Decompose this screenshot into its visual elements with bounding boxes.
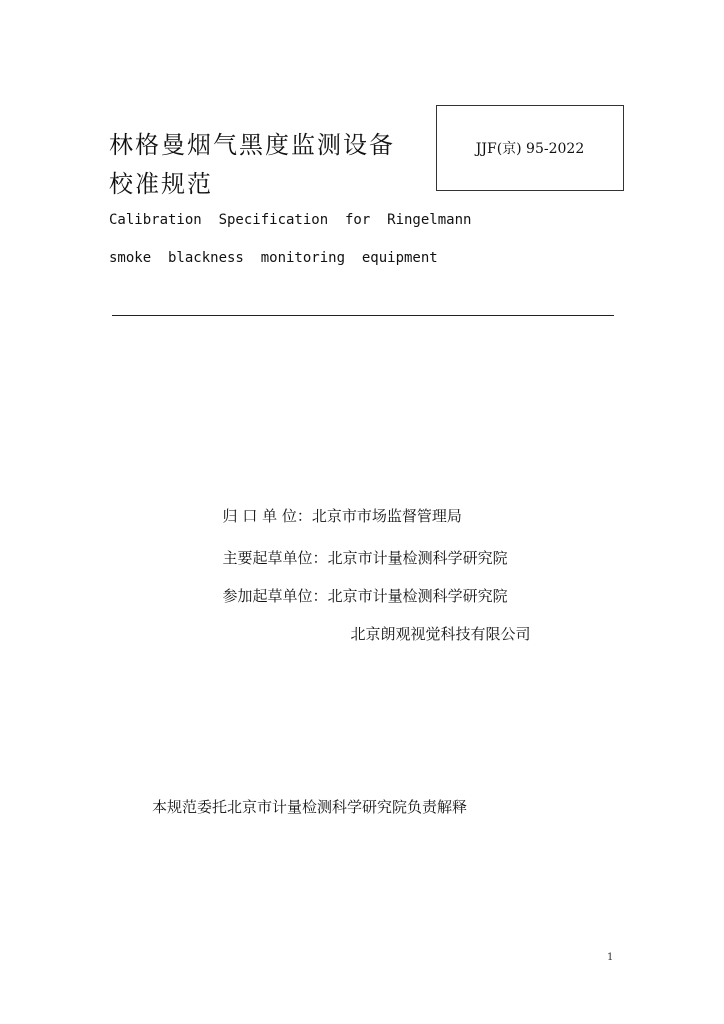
participating-drafter-value-2: 北京朗观视觉科技有限公司	[350, 625, 531, 643]
english-title-line-1: Calibration Specification for Ringelmann	[109, 212, 472, 228]
title-line-1: 林格曼烟气黑度监测设备	[109, 131, 395, 159]
participating-drafter-row-2	[341, 605, 531, 644]
specification-code: JJF(京) 95-2022	[475, 141, 585, 157]
centralized-unit-row	[213, 487, 462, 526]
participating-drafter-value-1: 北京市计量检测科学研究院	[327, 587, 508, 605]
centralized-unit-label: 归 口 单 位：	[222, 507, 312, 525]
interpretation-note: 本规范委托北京市计量检测科学研究院负责解释	[152, 798, 468, 816]
specification-code-box	[436, 105, 624, 191]
main-drafter-label: 主要起草单位：	[222, 549, 328, 567]
main-drafter-row	[213, 529, 508, 568]
centralized-unit-value: 北京市市场监督管理局	[311, 507, 462, 525]
participating-drafter-label: 参加起草单位：	[222, 587, 328, 605]
title-line-2: 校准规范	[109, 170, 213, 198]
participating-drafter-row	[213, 567, 508, 606]
main-drafter-value: 北京市计量检测科学研究院	[327, 549, 508, 567]
title-divider	[112, 315, 614, 316]
english-title-line-2: smoke blackness monitoring equipment	[109, 250, 438, 266]
page-number: 1	[607, 952, 614, 963]
